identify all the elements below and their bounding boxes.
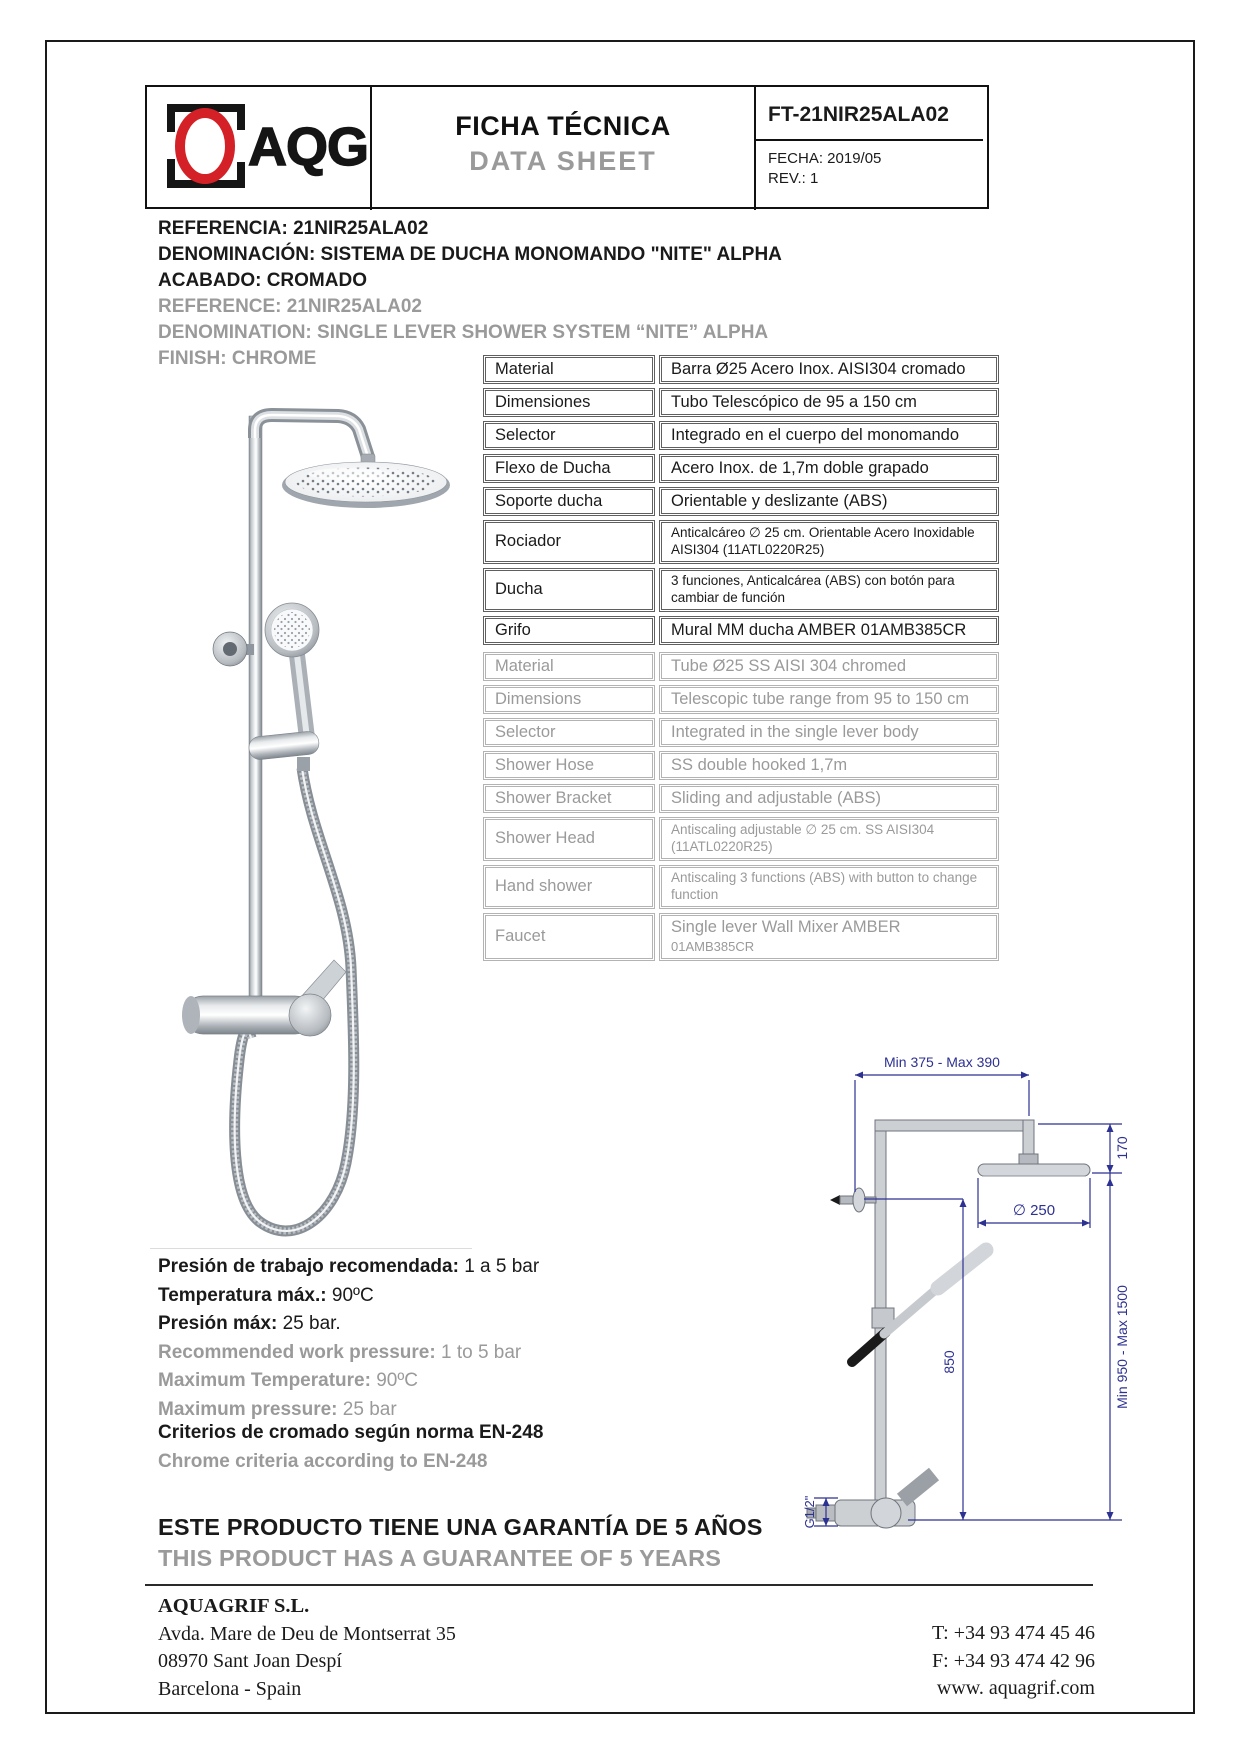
- spec-value: Telescopic tube range from 95 to 150 cm: [659, 685, 999, 714]
- spec-label: Shower Bracket: [483, 784, 655, 813]
- chrome-criteria-block: [158, 1418, 543, 1476]
- doc-code: FT-21NIR25ALA02: [756, 87, 983, 141]
- reference-block: [158, 216, 782, 372]
- footer-contact-block: [700, 1620, 1095, 1703]
- footer-divider: [145, 1584, 1093, 1586]
- spec-row: [483, 355, 999, 384]
- spec-value: Acero Inox. de 1,7m doble grapado: [659, 454, 999, 483]
- spec-value: Integrated in the single lever body: [659, 718, 999, 747]
- text-line: DENOMINATION: SINGLE LEVER SHOWER SYSTEM “NITE” ALPHA: [158, 322, 769, 343]
- text-line: 08970 Sant Joan Despí: [158, 1650, 342, 1672]
- dimension-arrows: [823, 1072, 1114, 1527]
- spec-row: [483, 784, 999, 813]
- top-arm: [255, 415, 368, 457]
- pressure-line: Presión máx: 25 bar.: [158, 1313, 341, 1334]
- spec-row: [483, 751, 999, 780]
- spec-value: Orientable y deslizante (ABS): [659, 487, 999, 516]
- company-address: [158, 1621, 456, 1704]
- spec-value: Antiscaling adjustable ∅ 25 cm. SS AISI304 (11ATL0220R25): [659, 817, 999, 861]
- criteria-es: Criterios de cromado según norma EN-248: [158, 1422, 544, 1443]
- pressure-line: Recommended work pressure: 1 to 5 bar: [158, 1341, 522, 1363]
- criteria-en: Chrome criteria according to EN-248: [158, 1451, 488, 1472]
- text-line: Avda. Mare de Deu de Montserrat 35: [158, 1622, 456, 1645]
- spec-label: Shower Head: [483, 817, 655, 861]
- spec-row: [483, 718, 999, 747]
- spec-row: [483, 520, 999, 564]
- spec-label: Material: [483, 355, 655, 384]
- spec-value: Integrado en el cuerpo del monomando: [659, 421, 999, 450]
- spec-value: Single lever Wall Mixer AMBER 01AMB385CR: [659, 913, 999, 961]
- logo-cell: [147, 87, 370, 210]
- pressure-line: Presión de trabajo recomendada: 1 a 5 bar: [158, 1256, 540, 1277]
- rain-shower-head: [282, 462, 450, 508]
- spec-value: Tubo Telescópico de 95 a 150 cm: [659, 388, 999, 417]
- doc-rev: REV.: 1: [768, 170, 819, 187]
- spec-label: Hand shower: [483, 865, 655, 909]
- spec-label: Rociador: [483, 520, 655, 564]
- text-line: FINISH: CHROME: [158, 348, 317, 369]
- text-line: www. aquagrif.com: [936, 1677, 1095, 1699]
- aqg-logo: [147, 87, 370, 205]
- spec-label: Selector: [483, 718, 655, 747]
- spec-row: [483, 616, 999, 645]
- pressure-en: [158, 1339, 539, 1425]
- wall-mount-knob: [213, 632, 254, 666]
- dim-total-height: Min 950 - Max 1500: [1114, 1285, 1130, 1409]
- text-line: REFERENCIA: 21NIR25ALA02: [158, 218, 429, 239]
- spec-value: Anticalcáreo ∅ 25 cm. Orientable Acero Inoxidable AISI304 (11ATL0220R25): [659, 520, 999, 564]
- text-line: Barcelona - Spain: [158, 1677, 302, 1700]
- footer-company-block: [158, 1593, 456, 1703]
- pressure-block: [158, 1253, 539, 1424]
- text-line: REFERENCE: 21NIR25ALA02: [158, 296, 422, 317]
- spec-value: Barra Ø25 Acero Inox. AISI304 cromado: [659, 355, 999, 384]
- company-name: AQUAGRIF S.L.: [158, 1595, 310, 1617]
- guarantee-en: THIS PRODUCT HAS A GUARANTEE OF 5 YEARS: [158, 1545, 722, 1571]
- spec-value: 3 funciones, Anticalcárea (ABS) con botón para cambiar de función: [659, 568, 999, 612]
- text-line: DENOMINACIÓN: SISTEMA DE DUCHA MONOMANDO "NITE" ALPHA: [158, 244, 782, 265]
- spec-row: [483, 652, 999, 681]
- guarantee-block: [158, 1512, 763, 1574]
- photo-divider: [150, 1248, 472, 1249]
- logo-red-ring: [180, 113, 230, 179]
- spec-row: [483, 685, 999, 714]
- dim-top-span: Min 375 - Max 390: [884, 1054, 1000, 1070]
- spec-row: [483, 817, 999, 861]
- riser-pole: [249, 416, 262, 1008]
- spec-row: [483, 568, 999, 612]
- spec-label: Dimensiones: [483, 388, 655, 417]
- spec-value-code: 01AMB385CR: [671, 938, 755, 954]
- spec-table-spanish: [479, 351, 1003, 649]
- title-cell: [370, 87, 754, 210]
- doc-date: FECHA: 2019/05: [768, 150, 882, 167]
- drawing-artwork: [807, 1120, 1090, 1528]
- dimension-lines: [814, 1075, 1122, 1526]
- spec-label: Selector: [483, 421, 655, 450]
- text-line: T: +34 93 474 45 46: [931, 1622, 1095, 1644]
- spec-row: [483, 388, 999, 417]
- pressure-line: Maximum pressure: 25 bar: [158, 1398, 397, 1420]
- spec-label: Flexo de Ducha: [483, 454, 655, 483]
- spec-table-english: [479, 648, 1003, 965]
- text-line: F: +34 93 474 42 96: [932, 1649, 1095, 1672]
- spec-value: Sliding and adjustable (ABS): [659, 784, 999, 813]
- spec-label: Ducha: [483, 568, 655, 612]
- text-line: ACABADO: CROMADO: [158, 270, 367, 291]
- doc-title-en: DATA SHEET: [469, 146, 657, 176]
- spec-row: [483, 865, 999, 909]
- dim-handshower-height: 850: [941, 1350, 957, 1374]
- spec-label: Dimensions: [483, 685, 655, 714]
- spec-label: Soporte ducha: [483, 487, 655, 516]
- hose-nut: [297, 757, 310, 771]
- spec-row: [483, 421, 999, 450]
- spec-label: Grifo: [483, 616, 655, 645]
- dim-head-offset: 170: [1114, 1136, 1130, 1160]
- pressure-es: [158, 1253, 539, 1339]
- guarantee-es: ESTE PRODUCTO TIENE UNA GARANTÍA DE 5 AÑOS: [158, 1514, 763, 1540]
- pressure-line: Maximum Temperature: 90ºC: [158, 1370, 419, 1391]
- technical-drawing: [690, 1050, 1140, 1545]
- spec-label: Material: [483, 652, 655, 681]
- spec-value: Tube Ø25 SS AISI 304 chromed: [659, 652, 999, 681]
- spec-label: Shower Hose: [483, 751, 655, 780]
- dim-diameter: ∅ 250: [1012, 1202, 1056, 1219]
- doc-info-cell: [754, 87, 983, 210]
- reference-es: [158, 216, 782, 294]
- spec-label: Faucet: [483, 913, 655, 961]
- spec-value: Antiscaling 3 functions (ABS) with button to change function: [659, 865, 999, 909]
- spec-value: SS double hooked 1,7m: [659, 751, 999, 780]
- spec-row: [483, 913, 999, 961]
- pressure-line: Temperatura máx.: 90ºC: [158, 1284, 374, 1306]
- dim-inlet-thread: G1/2": [802, 1495, 817, 1529]
- spec-value: Mural MM ducha AMBER 01AMB385CR: [659, 616, 999, 645]
- mixer-faucet: [182, 960, 346, 1036]
- hand-shower: [265, 603, 319, 738]
- header-table: [145, 85, 989, 209]
- logo-text: AQG: [248, 117, 369, 177]
- doc-title-es: FICHA TÉCNICA: [455, 111, 671, 141]
- doc-meta: [756, 141, 983, 197]
- product-photo: [150, 358, 480, 1253]
- spec-row: [483, 454, 999, 483]
- spec-row: [483, 487, 999, 516]
